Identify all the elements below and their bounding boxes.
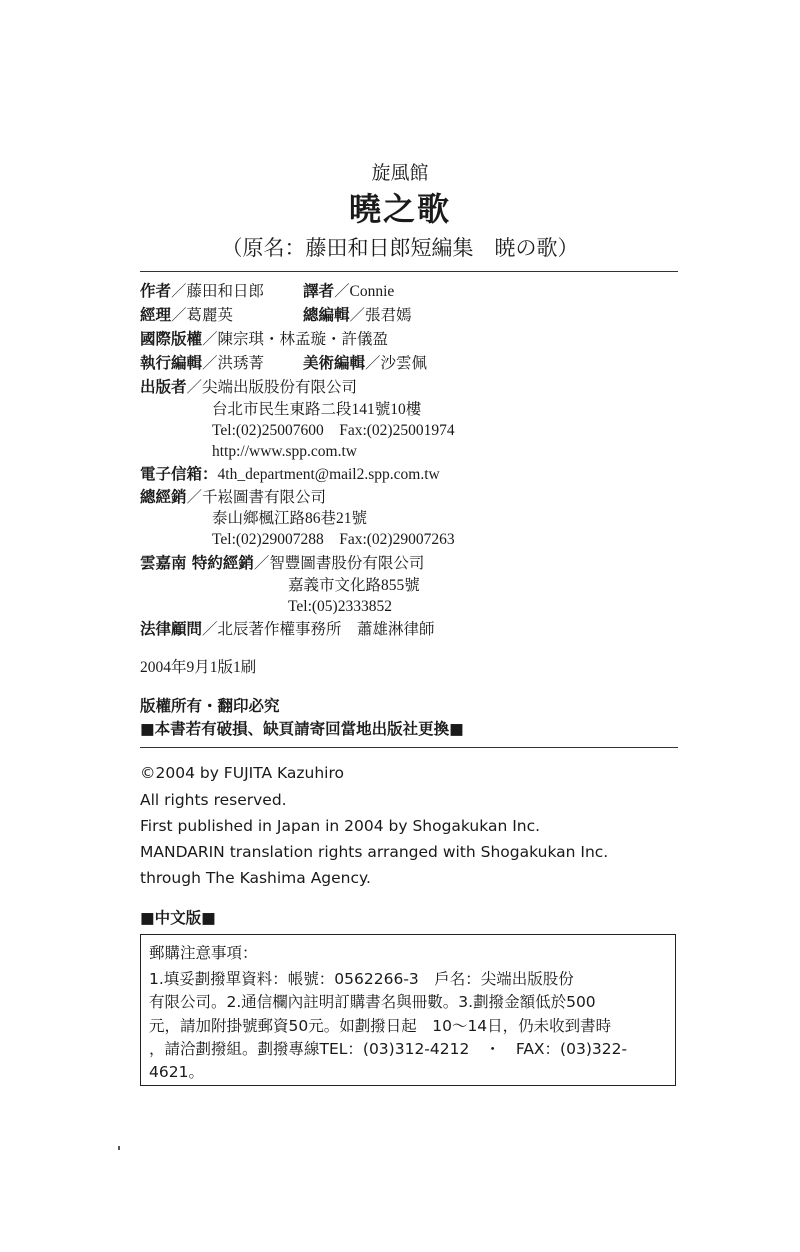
chief-editor-label: 總編輯 [303,306,350,324]
legal-label: 法律顧問 [140,620,203,638]
translator-name: Connie [349,283,395,300]
mail-order-line: 元，請加附掛號郵資50元。如劃撥日起 10～14日，仍未收到書時 [149,1017,612,1035]
translator-row: 譯者／Connie [303,282,395,300]
legal-counsel: 北辰著作權事務所 蕭雄淋律師 [217,621,435,638]
distributor-row: 總經銷／千崧圖書有限公司 [140,488,327,506]
copyright-line: ©2004 by FUJITA Kazuhiro [140,764,345,782]
chief-editor-name: 張君嫣 [365,307,412,324]
publisher-row: 出版者／尖端出版股份有限公司 [140,378,358,396]
exec-editor-name: 洪琇菁 [217,355,265,372]
first-published-line: First published in Japan in 2004 by Shogakukan Inc. [140,817,541,835]
special-dist-phone: Tel:(05)2333852 [288,598,392,615]
mail-order-line: 有限公司。2.通信欄內註明訂購書名與冊數。3.劃撥金額低於500 [149,993,596,1011]
chinese-edition-label: ■中文版■ [140,909,216,927]
middle-divider [140,747,678,748]
rights-notice: 版權所有・翻印必究 [140,697,280,715]
special-dist-label: 雲嘉南 特約經銷 [140,554,254,572]
art-editor-row: 美術編輯／沙雲佩 [303,354,428,372]
email-row [140,464,440,485]
exec-editor-row: 執行編輯／洪琇菁 [140,354,265,372]
author-name: 藤田和日郎 [186,283,265,300]
exec-editor-label: 執行編輯 [140,354,203,372]
scan-speck [118,1146,120,1150]
book-title: 曉之歌 [348,190,451,228]
email-address: 4th_department@mail2.spp.com.tw [217,466,440,483]
mail-order-box [140,934,676,1086]
special-dist-name: 智豐圖書股份有限公司 [269,555,425,572]
mail-order-line: 4621。 [149,1063,204,1081]
distributor-phone: Tel:(02)29007288 Fax:(02)29007263 [212,531,455,548]
publisher-address: 台北市民生東路二段141號10樓 [212,401,422,418]
mail-order-line: 1.填妥劃撥單資料：帳號：0562266-3 戶名：尖端出版股份 [149,970,574,988]
translator-label: 譯者 [303,282,335,300]
publisher-label: 出版者 [140,378,187,396]
special-dist-address: 嘉義市文化路855號 [288,577,420,594]
translation-rights-line: MANDARIN translation rights arranged with Shogakukan Inc. [140,843,609,861]
damage-notice: ■本書若有破損、缺頁請寄回當地出版社更換■ [140,720,464,738]
publisher-name: 尖端出版股份有限公司 [202,379,358,396]
mail-order-title: 郵購注意事項： [149,944,258,962]
publisher-website: http://www.spp.com.tw [212,443,357,460]
edition-date: 2004年9月1版1刷 [140,659,257,676]
intl-rights-row: 國際版權／陳宗琪・林孟璇・許儀盈 [140,330,389,348]
email-label: 電子信箱： [140,465,218,483]
intl-rights-names: 陳宗琪・林孟璇・許儀盈 [217,331,389,348]
all-rights-line: All rights reserved. [140,791,287,809]
legal-row: 法律顧問／北辰著作權事務所 蕭雄淋律師 [140,620,435,638]
agency-line: through The Kashima Agency. [140,869,371,887]
special-dist-row: 雲嘉南 特約經銷／智豐圖書股份有限公司 [140,554,425,572]
distributor-label: 總經銷 [140,488,187,506]
distributor-name: 千崧圖書有限公司 [202,489,327,506]
author-label: 作者 [140,282,172,300]
chief-editor-row: 總編輯／張君嫣 [303,306,412,324]
series-name: 旋風館 [371,162,429,184]
art-editor-name: 沙雲佩 [380,355,428,372]
publisher-phone: Tel:(02)25007600 Fax:(02)25001974 [212,422,455,439]
manager-name: 葛麗英 [186,307,234,324]
manager-label: 經理 [140,306,172,324]
manager-row: 經理／葛麗英 [140,306,234,324]
top-divider [140,271,678,272]
original-title: （原名：藤田和日郎短編集 暁の歌） [221,236,579,260]
art-editor-label: 美術編輯 [303,354,366,372]
distributor-address: 泰山鄉楓江路86巷21號 [212,510,368,527]
intl-rights-label: 國際版權 [140,330,203,348]
mail-order-line: ，請洽劃撥組。劃撥專線TEL：(03)312-4212 ・ FAX：(03)322- [149,1040,628,1058]
author-row: 作者／藤田和日郎 [140,282,265,300]
